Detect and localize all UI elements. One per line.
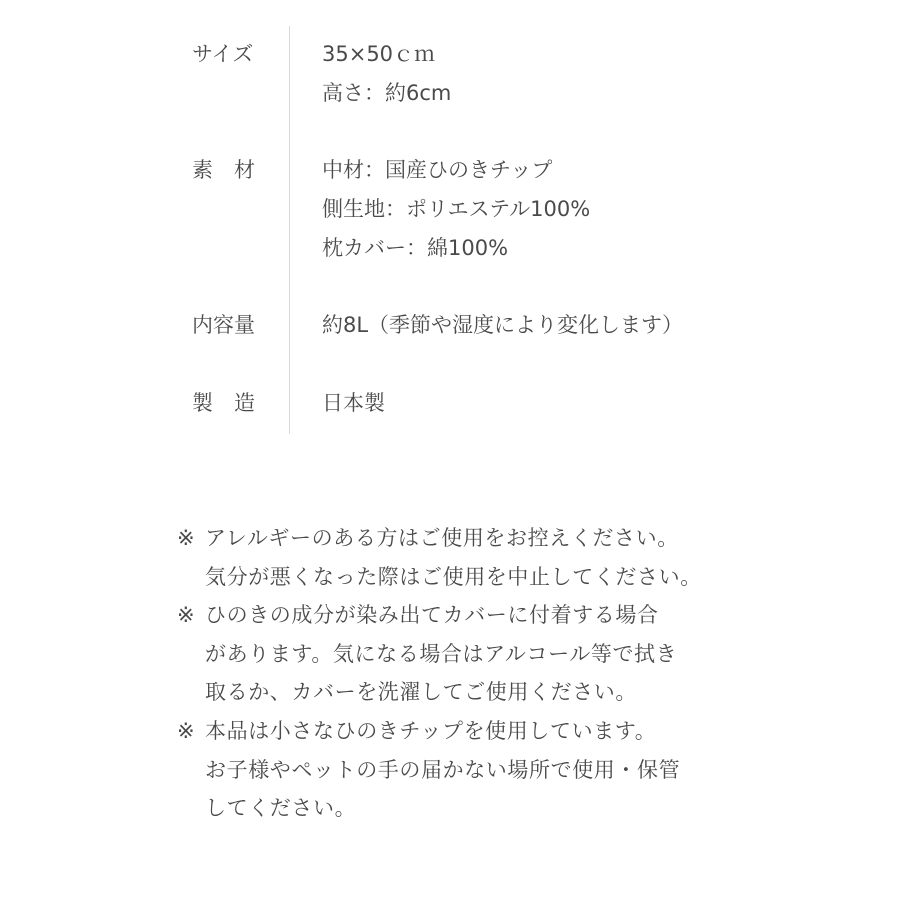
note-3-line-3: してください。 <box>205 796 357 820</box>
note-3-line-1: 本品は小さなひのきチップを使用しています。 <box>205 719 657 743</box>
spec-label-capacity: 内容量 <box>192 313 255 337</box>
note-mark-3: ※ <box>177 719 195 743</box>
spec-label-manufacture: 製 造 <box>192 391 255 415</box>
note-2-line-3: 取るか、カバーを洗濯してご使用ください。 <box>205 680 637 704</box>
spec-label-material: 素 材 <box>192 158 255 182</box>
spec-label-size: サイズ <box>192 42 254 66</box>
note-3-line-2: お子様やペットの手の届かない場所で使用・保管 <box>205 758 681 782</box>
spec-value-material-fabric: 側生地：ポリエステル100% <box>322 197 591 221</box>
note-mark-1: ※ <box>177 526 195 550</box>
spec-value-capacity: 約8L（季節や湿度により変化します） <box>322 313 684 337</box>
note-2-line-1: ひのきの成分が染み出てカバーに付着する場合 <box>205 603 659 627</box>
note-1-line-1: アレルギーのある方はご使用をお控えください。 <box>205 526 679 550</box>
spec-value-material-filling: 中材：国産ひのきチップ <box>322 158 553 182</box>
spec-value-size-height: 高さ：約6cm <box>322 81 452 105</box>
spec-value-material-cover: 枕カバー：綿100% <box>322 236 509 260</box>
spec-value-size-dimensions: 35×50ｃｍ <box>322 42 436 66</box>
spec-value-manufacture: 日本製 <box>322 391 385 415</box>
note-1-line-2: 気分が悪くなった際はご使用を中止してください。 <box>205 565 702 589</box>
note-mark-2: ※ <box>177 603 195 627</box>
note-2-line-2: があります。気になる場合はアルコール等で拭き <box>205 642 678 666</box>
